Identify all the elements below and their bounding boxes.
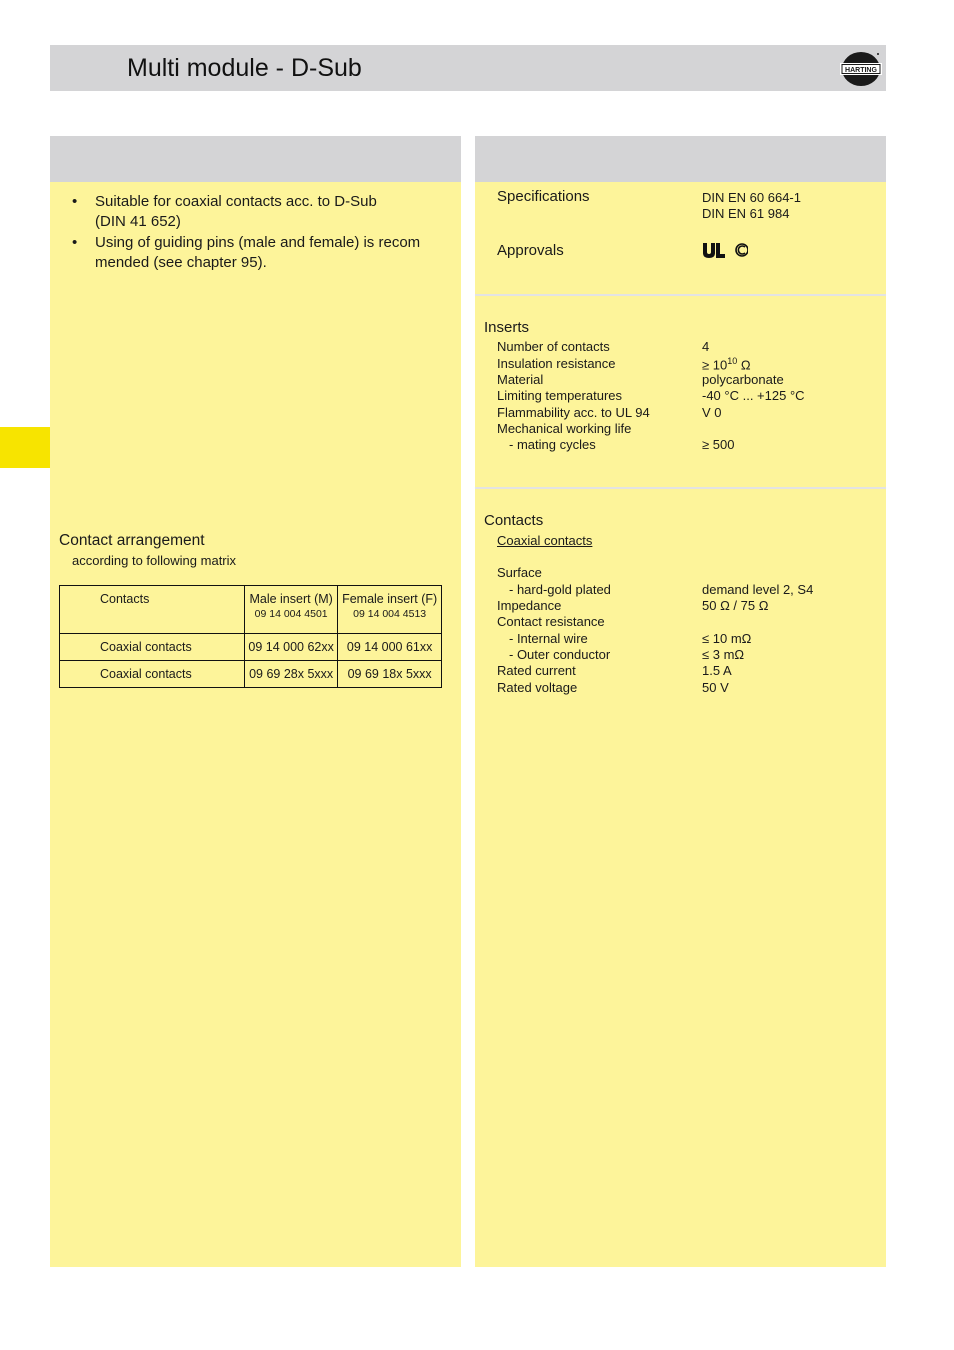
specifications-label: Specifications	[497, 188, 590, 205]
table-cell: Coaxial contacts	[60, 634, 245, 661]
bullet-icon: •	[72, 234, 78, 251]
spec-value: -40 °C ... +125 °C	[702, 388, 805, 403]
table-cell: 09 69 18x 5xxx	[338, 661, 442, 688]
table-header-row	[60, 586, 442, 634]
chapter-tab-marker	[0, 427, 50, 468]
spec-label: Contact resistance	[497, 614, 605, 629]
page-title: Multi module - D-Sub	[127, 54, 362, 82]
feature-item: • Suitable for coaxial contacts acc. to D-Sub (DIN 41 652)	[72, 193, 377, 230]
section-divider	[475, 294, 886, 296]
left-column	[50, 136, 461, 1267]
bullet-icon: •	[72, 193, 78, 210]
contact-matrix-table	[59, 585, 442, 688]
ul-recognized-icon	[702, 241, 748, 259]
spec-value: ≥ $10^{10}$ Ω	[702, 356, 751, 373]
table-row	[60, 634, 442, 661]
approvals-label: Approvals	[497, 242, 564, 259]
spec-label: Surface	[497, 565, 542, 580]
table-cell: 09 69 28x 5xxx	[245, 661, 338, 688]
spec-label: - hard-gold plated	[509, 582, 611, 597]
spec-value: 4	[702, 339, 710, 354]
spec-value: 1.5 A	[702, 663, 732, 678]
right-column-header	[475, 136, 886, 182]
coaxial-contacts-link[interactable]: Coaxial contacts	[497, 533, 593, 548]
specifications-value: DIN EN 60 664-1	[702, 190, 801, 205]
contact-arrangement-title: Contact arrangement	[59, 532, 205, 549]
spec-label: - Internal wire	[509, 631, 588, 646]
spec-value: demand level 2, S4	[702, 582, 814, 597]
spec-label: Mechanical working life	[497, 421, 632, 436]
spec-label: Material	[497, 372, 544, 387]
spec-label: Impedance	[497, 598, 562, 613]
feature-list	[72, 192, 452, 274]
table-row	[60, 661, 442, 688]
spec-label: Insulation resistance	[497, 356, 616, 371]
table-cell: 09 14 000 61xx	[338, 634, 442, 661]
contact-arrangement-subtitle: according to following matrix	[72, 553, 237, 568]
table-header-cell: Female insert (F) 09 14 004 4513	[338, 586, 442, 634]
spec-value: ≥ 500	[702, 437, 735, 452]
spec-value: ≤ 3 mΩ	[702, 647, 745, 662]
left-column-header	[50, 136, 461, 182]
spec-label: Rated current	[497, 663, 576, 678]
feature-item: • Using of guiding pins (male and female) is recom mended (see chapter 95).	[72, 234, 421, 271]
inserts-title: Inserts	[484, 319, 530, 336]
svg-text:HARTING: HARTING	[845, 67, 877, 74]
spec-value: ≤ 10 mΩ	[702, 631, 752, 646]
approval-marks	[702, 241, 748, 262]
contacts-title: Contacts	[484, 512, 544, 529]
spec-value: 50 Ω / 75 Ω	[702, 598, 769, 613]
spec-label: - Outer conductor	[509, 647, 611, 662]
spec-label: - mating cycles	[509, 437, 596, 452]
spec-value: V 0	[702, 405, 722, 420]
table-cell: Coaxial contacts	[60, 661, 245, 688]
spec-label: Limiting temperatures	[497, 388, 622, 403]
harting-logo-icon	[840, 50, 882, 88]
table-header-cell: Male insert (M) 09 14 004 4501	[245, 586, 338, 634]
spec-value: polycarbonate	[702, 372, 784, 387]
page-header	[50, 45, 886, 91]
section-divider	[475, 487, 886, 489]
table-cell: 09 14 000 62xx	[245, 634, 338, 661]
spec-label: Flammability acc. to UL 94	[497, 405, 650, 420]
right-column	[475, 136, 886, 1267]
specifications-value: DIN EN 61 984	[702, 206, 790, 221]
spec-value: 50 V	[702, 680, 729, 695]
spec-label: Rated voltage	[497, 680, 578, 695]
spec-label: Number of contacts	[497, 339, 610, 354]
table-header-cell: Contacts	[60, 586, 245, 634]
